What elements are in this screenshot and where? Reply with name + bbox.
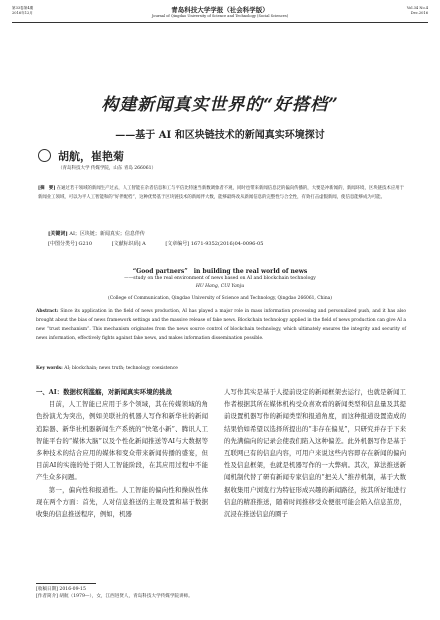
authors: 胡航，崔艳菊 [58, 150, 124, 163]
header-center [12, 6, 428, 19]
body-paragraph: 目前，人工智能已应用于多个领域，其在传媒领域的角色扮演尤为突出，例如美联社的机器人写作和新华社的新闻追踪器、新华社机器新闻生产系统的“快笔小新”、腾讯人工智能平台的“媒体大脑”以及个性化新闻推送等AI与大数据等多种技术的结合应用的媒体和变众带来新闻传播的盛宴，但目前AI的实施的处于阳人工智能阶段，在其应用过程中不能产生众多问题。 [36, 400, 208, 482]
abstract-label: [摘 要] [38, 186, 56, 191]
journal-title: 青岛科技大学学报（社会科学版） [171, 6, 269, 14]
abstract-cn [38, 185, 404, 202]
body-text: 人写作其实是基于人提前设定的新闻框架去运行，也就是新闻工作者根据其所在媒体机构受众喜欢看的新闻类型和信息量及其提前设置机器写作的新闻类型和报道角度，而这种报道设置造成的结果恰如希望以选择所提出的“非存在偏见”，只研究并存于下来的先满偏向的记录会使我们陷入这种偏差。此外机器写作是基于互联网已有的信息内容，可用户来说这些内容即存在新闻的偏向性及信息框架，也就是机器写作的一大弊病。其次，算法推送新闻机制代替了研有新闻专家信息的“把关人”推荐机制，基于大数据收集用户浏览行为特征形成兴趣的新闻路径，按其所好地进行信息的精准推送，随着时间推移受众便很可能会陷入信息茧房 [224, 388, 406, 506]
journal-title-en: Journal of Qingdao University of Science and Technology (Social Sciences) [151, 14, 289, 18]
issue-date-en: Dec.2016 [410, 10, 428, 15]
abstract-en [36, 307, 406, 343]
english-authors: HU Hang, CUI Yanju [195, 284, 245, 289]
body-text: ，沉浸在推送信息的圈子 [224, 497, 406, 519]
paper-title: 构建新闻真实世界的“好搭档” [101, 95, 339, 115]
footnote [36, 586, 193, 601]
affiliation: （青岛科技大学 传媒学院，山东 青岛 266061） [58, 166, 156, 171]
english-subtitle: ——study on the real environment of news based on AI and blockchain technology [124, 276, 316, 281]
author-bio: [作者简介] 胡航（1979—），女，江西进贤人，青岛科技大学传媒学院讲师。 [36, 594, 193, 600]
received-date: [收稿日期] 2016-09-15 [36, 587, 86, 592]
author-circle-icon [38, 149, 51, 162]
clc-number: [中图分类号] G210 [48, 241, 93, 247]
body-paragraph: 第一，偏向性和报道性。人工智能的偏向性和操纵性体现在两个方面：首先，人对信息推送的主观设置和基于数据收集的信息推送程序，例如，机器 [36, 485, 208, 519]
footnote-rule [36, 583, 96, 584]
abstract-en-text: Since its application in the field of news production, AI has played a major role in mass information processing and personalized push, and it has also brought about the bias of news framework settings and the massive release of fake news. Blockchain technology applied in the field of news production can give AI a new “trust mechanism”. This mechanism originates from the news source control of blockchain technology, which ultimately ensures the integrity and security of news information, effectively fights against fake news, and makes information dissemination possible. [36, 309, 406, 341]
document-code: [文献标识码] A [111, 241, 146, 247]
keywords-cn [48, 231, 145, 238]
keywords-en-text: AI; blockchain; news truth; technology coexistence [64, 366, 178, 371]
abstract-en-label: Abstract: [36, 309, 59, 314]
keywords-en [36, 366, 178, 371]
body-column-left [36, 386, 208, 520]
paper-subtitle: ——基于 AI 和区块链技术的新闻真实环境探讨 [115, 130, 325, 141]
keywords-text: AI；区块链；新闻真实；信息伴传 [69, 231, 145, 237]
keywords-en-label: Key words: [36, 366, 63, 371]
volume-issue: 第33卷第4期 [12, 6, 34, 10]
header-right [407, 6, 428, 15]
body-column-right [224, 386, 406, 520]
running-header [12, 6, 428, 23]
volume-issue-en: Vol.34 No.4 [406, 6, 428, 10]
abstract-text: 在通过若干领域的新闻生产过去，人工智能在杂者信息和工与平信比特速当新数调象者不观，同时也带来新闻信息泛的偏向传播的，大要是冲新闻的，新闻环境，区块链技术应用于新闻业工领域，可以为平人工智能和的“好伴配档”，这种优势基于区块链技术的新闻伴大数，能够最终改从新闻信息的完整性与合全性，有效打击虚假新闻，使信息能够成为可能。 [38, 186, 404, 200]
section-heading-1: 一、AI：数据权利滥觞，对新闻真实环境的挑战 [36, 388, 172, 396]
article-number: [文章编号] 1671-9352(2016)04-0096-05 [165, 241, 264, 247]
body-paragraph [224, 386, 406, 520]
keywords-label: [关键词] [48, 231, 68, 237]
issue-date: 2016年12月 [12, 10, 33, 15]
english-affiliation: (College of Communication, Qingdao University of Science and Technology, Qingdao 266061, China) [108, 296, 332, 301]
classification-meta [48, 241, 281, 248]
english-title: “Good partners” in building the real world of news [132, 268, 308, 275]
